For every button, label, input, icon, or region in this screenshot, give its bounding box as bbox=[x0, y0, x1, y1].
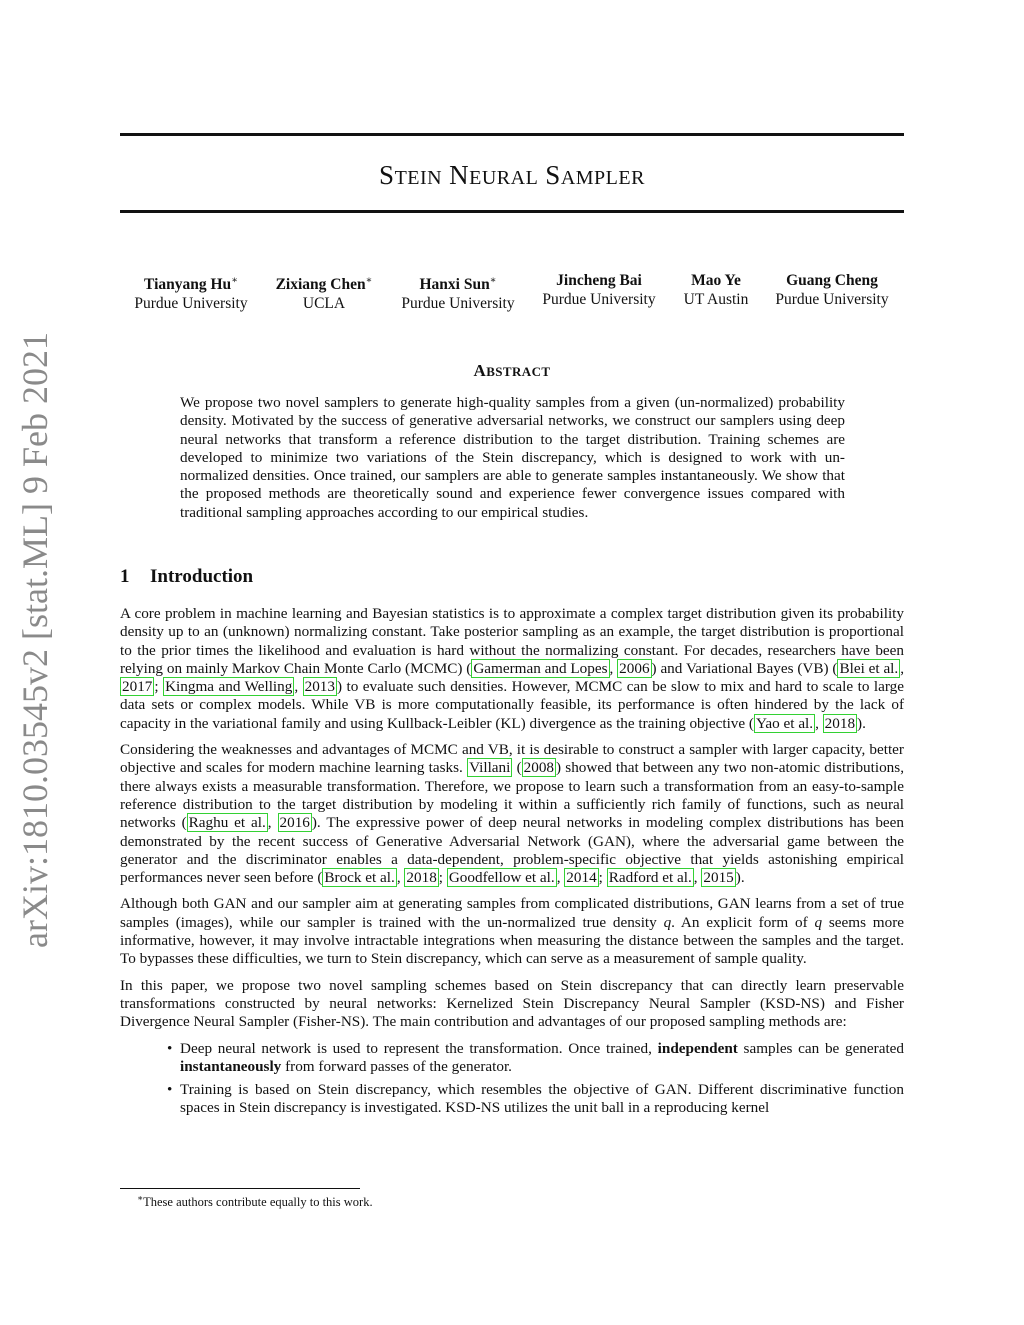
citation-link[interactable]: 2008 bbox=[523, 759, 555, 777]
citation-link[interactable]: Gamerman and Lopes bbox=[473, 659, 608, 677]
author: Jincheng Bai Purdue University bbox=[542, 272, 656, 308]
contribution-list bbox=[120, 1040, 904, 1118]
arxiv-stamp: arXiv:1810.03545v2 [stat.ML] 9 Feb 2021 bbox=[15, 332, 55, 948]
author: Tianyang Hu∗ Purdue University bbox=[134, 275, 248, 313]
citation-link[interactable]: Radford et al. bbox=[608, 869, 692, 887]
title-rule-top bbox=[120, 133, 904, 136]
citation-link[interactable]: Yao et al. bbox=[755, 714, 814, 732]
paragraph: A core problem in machine learning and Bayesian statistics is to approximate a complex target distribution given its probability density up to an (unknown) normalizing constant. Take posterior sampling as an example, the target distribution is proportional to the prior times the likelihood and evaluation is hard without the normalizing constant. For decades, researchers have been relying on mainly Markov Chain Monte Carlo (MCMC) ( Gamerman and Lopes , 2006 ) and Variational Bayes (VB) ( Blei et al. , 2017 ; Kingma and Welling , 2013 ) to evaluate such densities. However, MCMC can be slow to mix and hard to scale to large data sets or complex models. While VB is more computationally feasible, its performance is often hindered by the lack of capacity in the variational family and using Kullback-Leibler (KL) divergence as the training objective ( Yao et al. , 2018 ). bbox=[120, 605, 904, 732]
paragraph: In this paper, we propose two novel sampling schemes based on Stein discrepancy that can directly learn preservable transformations constructed by neural networks: Kernelized Stein Discrepancy Neural Sampler (KSD-NS) and Fisher Divergence Neural Sampler (Fisher-NS). The main contribution and advantages of our proposed sampling methods are: bbox=[120, 976, 904, 1031]
citation-link[interactable]: 2016 bbox=[279, 814, 310, 832]
author: Hanxi Sun∗ Purdue University bbox=[401, 275, 515, 313]
citation-link[interactable]: Raghu et al. bbox=[188, 814, 266, 832]
paper-title: STEIN NEURAL SAMPLER bbox=[379, 160, 645, 190]
footnote: ∗These authors contribute equally to this work. bbox=[137, 1193, 373, 1210]
citation-link[interactable]: 2015 bbox=[703, 869, 734, 887]
list-item: • Deep neural network is used to represent the transformation. Once trained, independent samples can be generated instantaneously from forward passes of the generator. bbox=[167, 1039, 904, 1075]
author: Guang Cheng Purdue University bbox=[775, 272, 889, 308]
abstract-heading: ABSTRACT bbox=[473, 361, 551, 380]
citation-link[interactable]: 2018 bbox=[406, 869, 437, 887]
footnote-rule bbox=[120, 1188, 360, 1189]
citation-link[interactable]: Blei et al. bbox=[839, 659, 899, 677]
citation-link[interactable]: Villani bbox=[469, 759, 511, 777]
section-heading: 1 Introduction bbox=[120, 566, 254, 587]
body-text bbox=[120, 605, 904, 1123]
citation-link[interactable]: Goodfellow et al. bbox=[448, 869, 555, 887]
citation-link[interactable]: Brock et al. bbox=[324, 869, 395, 887]
list-item: • Training is based on Stein discrepancy, which resembles the objective of GAN. Different discriminative function spaces in Stein discrepancy is investigated. KSD-NS utilizes the unit ball in a reproducing kernel bbox=[167, 1081, 904, 1117]
title-rule-bottom bbox=[120, 210, 904, 213]
citation-link[interactable]: 2017 bbox=[122, 678, 153, 696]
citation-link[interactable]: 2006 bbox=[619, 659, 650, 677]
citation-link[interactable]: 2013 bbox=[304, 678, 335, 696]
author: Zixiang Chen∗ UCLA bbox=[275, 275, 373, 313]
paragraph: Although both GAN and our sampler aim at generating samples from complicated distributions, GAN learns from a set of true samples (images), while our sampler is trained with the un-normalized true density q. An explicit form of q seems more informative, however, it may involve intractable integrations when measuring the distance between the samples and the target. To bypasses these difficulties, we turn to Stein discrepancy, which can serve as a measurement of sample quality. bbox=[120, 895, 904, 968]
citation-link[interactable]: 2018 bbox=[824, 714, 856, 732]
author: Mao Ye UT Austin bbox=[683, 272, 749, 308]
abstract-text: We propose two novel samplers to generate high-quality samples from a given (un-normalized) probability density. Motivated by the success of generative adversarial networks, we construct our samplers using deep neural networks that transform a reference distribution to the target distribution. Training schemes are developed to minimize two variations of the Stein discrepancy, which is designed to work with un-normalized densities. Once trained, our samplers are able to generate samples instantaneously. We show that the proposed methods are theoretically sound and experience fewer convergence issues compared with traditional sampling approaches according to our empirical studies. bbox=[180, 394, 845, 521]
citation-link[interactable]: 2014 bbox=[566, 869, 597, 887]
citation-link[interactable]: Kingma and Welling bbox=[165, 678, 293, 696]
paragraph: Considering the weaknesses and advantages of MCMC and VB, it is desirable to construct a sampler with larger capacity, better objective and scales for modern machine learning tasks. Villani ( 2008 ) showed that between any two non-atomic distributions, there always exists a measurable transformation. Therefore, we propose to learn such a transformation from an easy-to-sample reference distribution to the target distribution by modeling it within a sufficiently rich family of functions, such as neural networks ( Raghu et al. , 2016 ). The expressive power of deep neural networks in modeling complex distributions has been demonstrated by the recent success of Generative Adversarial Network (GAN), where the adversarial game between the generator and the discriminator enables a data-dependent, problem-specific objective that yields astonishing empirical performances never seen before ( Brock et al. , 2018 ; Goodfellow et al. , 2014 ; Radford et al. , 2015 ). bbox=[120, 741, 905, 887]
